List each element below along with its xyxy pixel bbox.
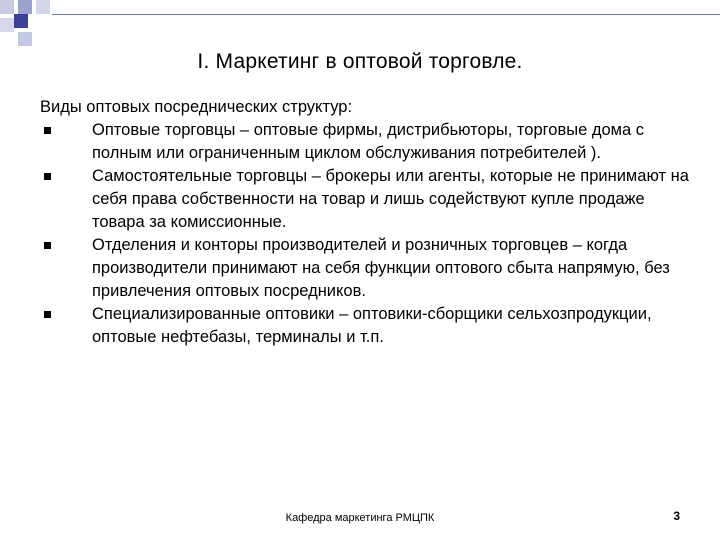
list-item [40,303,700,349]
corner-decoration-square [14,14,28,28]
list-item-term: Отделения и конторы производителей и розничных торговцев [92,236,569,254]
intro-text: Виды оптовых посреднических структур: [40,98,353,116]
list-item-term: Специализированные оптовики [92,305,335,323]
bullet-square-icon [44,127,51,134]
list-item-term: Оптовые торговцы [92,121,236,139]
list-item [40,234,700,303]
corner-decoration-square [18,0,32,14]
footer-text: Кафедра маркетинга РМЦПК [285,512,435,524]
bullet-square-icon [44,242,51,249]
list-item-text: – когда производители принимают на себя функции оптового сбыта напрямую, без привлечения оптовых посредников. [92,236,670,300]
corner-decoration-square [0,18,14,32]
page-number: 3 [673,509,680,523]
list-item [40,119,700,165]
list-item-text: – оптовики-сборщики сельхозпродукции, оптовые нефтебазы, терминалы и т.п. [92,305,652,346]
corner-decoration-square [0,0,14,14]
bullet-square-icon [44,173,51,180]
top-divider-line [52,14,720,15]
slide-body [40,96,700,349]
list-item [40,165,700,234]
slide-title: I. Маркетинг в оптовой торговле. [197,50,523,73]
list-item-text: – оптовые фирмы, дистрибьюторы, торговые дома с полным или ограниченным циклом обслуживания потребителей ). [92,121,645,162]
corner-decoration-square [18,32,32,46]
list-item-term: Самостоятельные торговцы [92,167,308,185]
corner-decoration-square [36,0,50,14]
bullet-square-icon [44,311,51,318]
list-item-text: – брокеры или агенты, которые не принимают на себя права собственности на товар и лишь содействуют купле продаже товара за комиссионные. [92,167,689,231]
